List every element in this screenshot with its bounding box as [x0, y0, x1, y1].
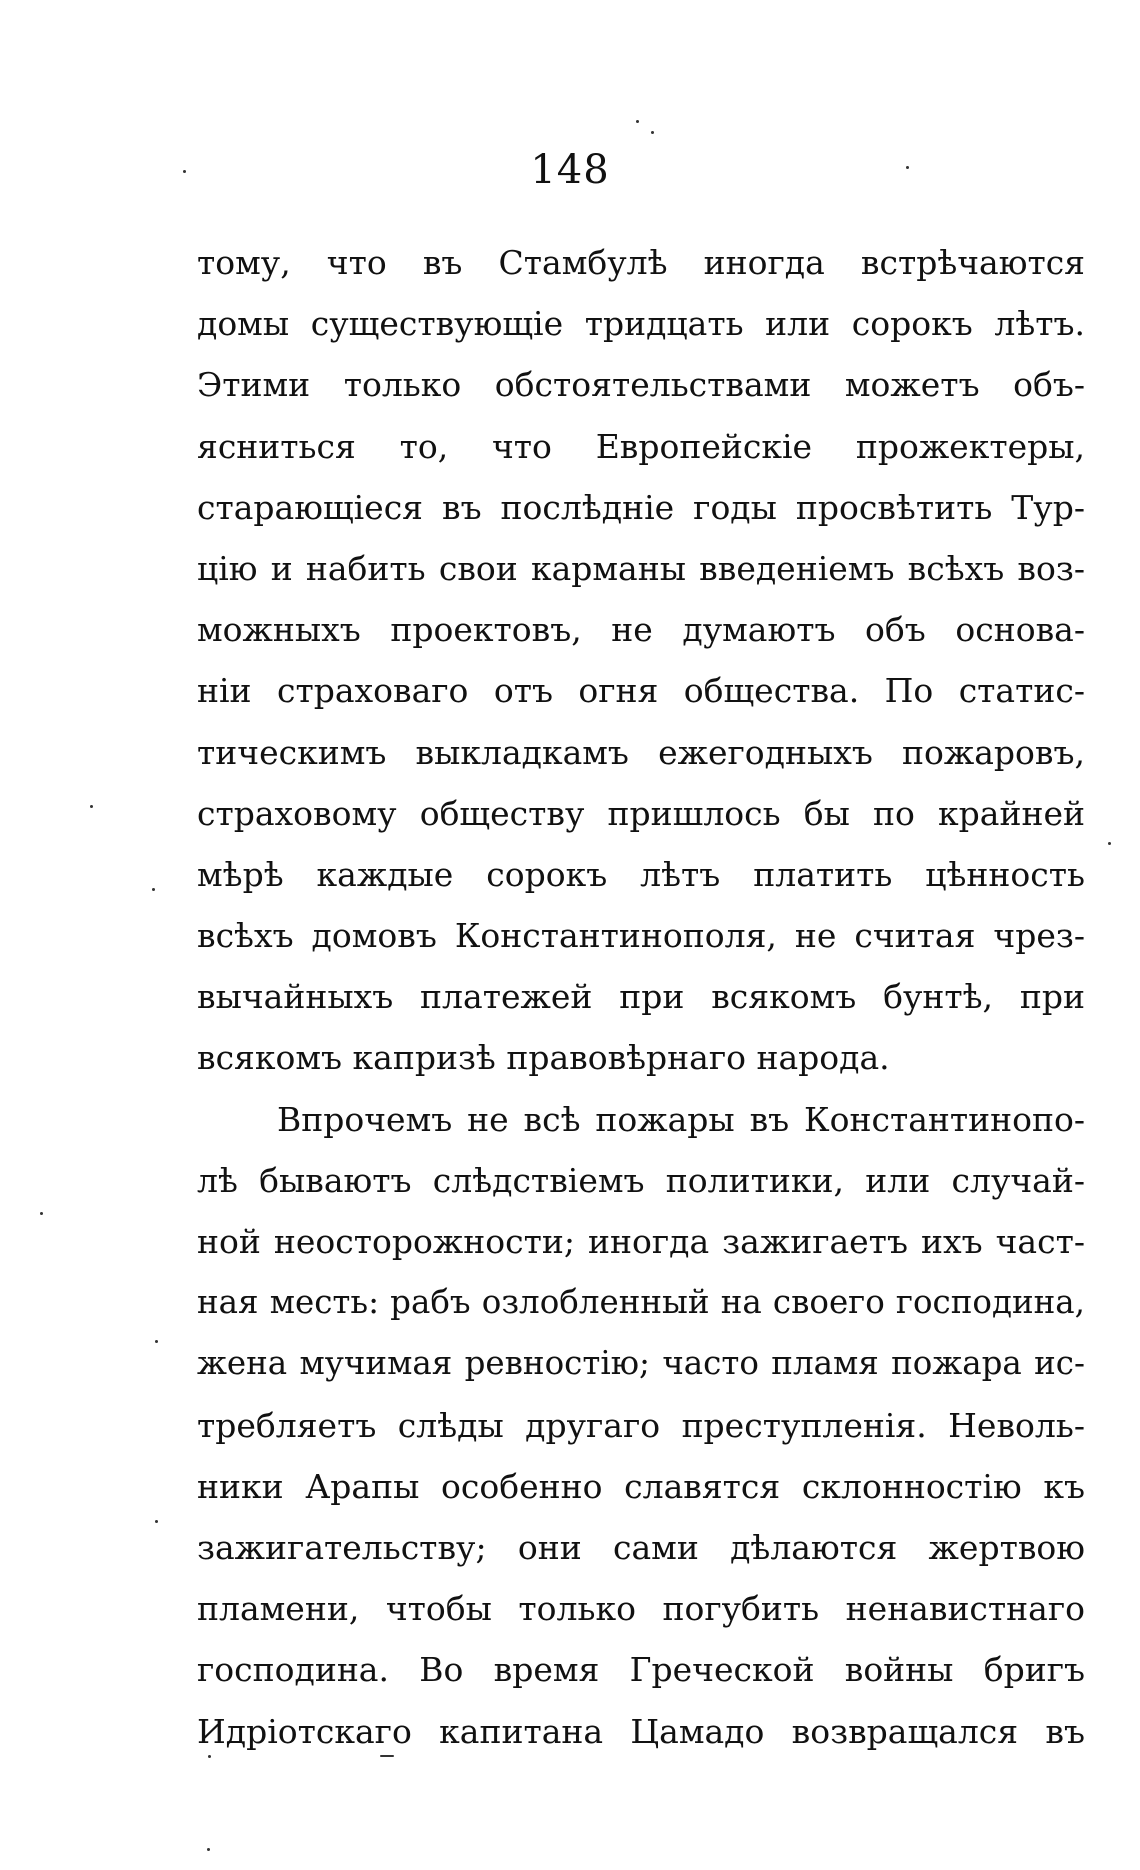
- text-line: ной неосторожности; иногда зажигаетъ ихъ част-: [197, 1222, 1085, 1261]
- text-line: Идріотскаго капитана Цамадо возвращался въ: [197, 1711, 1085, 1751]
- page-number: 148: [530, 147, 610, 193]
- text-line: цію и набить свои карманы введеніемъ всѣхъ воз-: [197, 548, 1085, 588]
- text-line: всѣхъ домовъ Константинополя, не считая чрез-: [197, 916, 1085, 956]
- scan-speck: [183, 170, 186, 173]
- text-line: зажигательству; они сами дѣлаются жертвою: [197, 1527, 1085, 1567]
- scan-speck: [651, 131, 654, 134]
- text-line: ники Арапы особенно славятся склонностію къ: [197, 1466, 1085, 1506]
- text-line: лѣ бываютъ слѣдствіемъ политики, или случай-: [197, 1160, 1085, 1200]
- scan-speck: [636, 120, 639, 123]
- text-line: требляетъ слѣды другаго преступленія. Неволь-: [197, 1405, 1085, 1445]
- scan-speck: [40, 1212, 43, 1215]
- text-line: ясниться то, что Европейскіе прожектеры,: [197, 426, 1085, 466]
- scan-speck: [208, 1755, 211, 1758]
- text-line: ная месть: рабъ озлобленный на своего господина,: [197, 1283, 1085, 1322]
- text-line: всякомъ капризѣ правовѣрнаго народа.: [197, 1038, 890, 1078]
- scan-speck: [155, 1340, 158, 1343]
- text-line: тическимъ выкладкамъ ежегодныхъ пожаровъ,: [197, 732, 1085, 772]
- scan-speck: [906, 166, 909, 169]
- body-text: [197, 232, 1085, 1762]
- scan-speck: [152, 888, 155, 891]
- text-line: мѣрѣ каждые сорокъ лѣтъ платить цѣнность: [197, 854, 1085, 894]
- text-line: страховому обществу пришлось бы по крайней: [197, 793, 1085, 833]
- text-line: тому, что въ Стамбулѣ иногда встрѣчаются: [197, 243, 1085, 282]
- text-line: Впрочемъ не всѣ пожары въ Константинопо-: [277, 1099, 1085, 1139]
- text-line: можныхъ проектовъ, не думаютъ объ основа-: [197, 610, 1085, 650]
- text-line: жена мучимая ревностію; часто пламя пожара ис-: [197, 1344, 1085, 1383]
- scan-speck: [155, 1520, 158, 1523]
- text-line: ніи страховаго отъ огня общества. По статис-: [197, 671, 1085, 711]
- scan-speck: [1108, 842, 1111, 845]
- text-line: старающіеся въ послѣдніе годы просвѣтить Тур-: [197, 487, 1085, 527]
- text-line: господина. Во время Греческой войны бригъ: [197, 1650, 1085, 1690]
- text-line: вычайныхъ платежей при всякомъ бунтѣ, при: [197, 977, 1085, 1017]
- scan-speck: [380, 1755, 394, 1757]
- scan-speck: [207, 1848, 210, 1851]
- text-line: Этими только обстоятельствами можетъ объ-: [197, 365, 1085, 405]
- text-line: домы существующіе тридцать или сорокъ лѣтъ.: [197, 304, 1085, 344]
- text-line: пламени, чтобы только погубить ненавистнаго: [197, 1589, 1085, 1629]
- scan-speck: [90, 805, 93, 808]
